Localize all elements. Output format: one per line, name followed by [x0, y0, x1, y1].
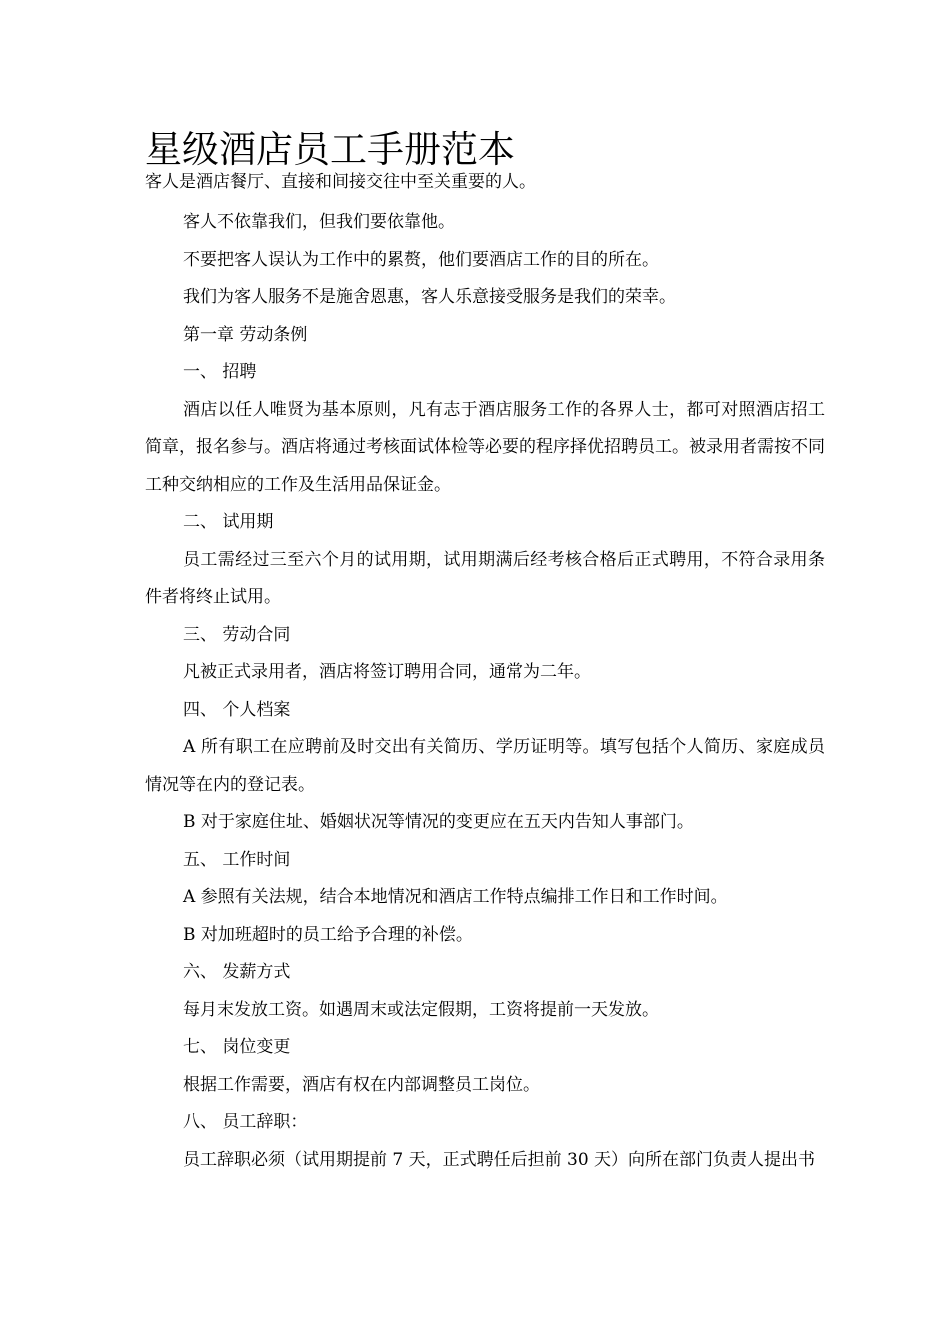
section-heading: 二、 试用期 [183, 512, 274, 532]
paragraph: 酒店以任人唯贤为基本原则，凡有志于酒店服务工作的各界人士，都可对照酒店招工简章，报名参与。酒店将通过考核面试体检等必要的程序择优招聘员工。被录用者需按不同工种交纳相应的工作及生活用品保证金。 [145, 399, 825, 495]
section-heading: 八、 员工辞职： [183, 1112, 308, 1132]
section-heading: 五、 工作时间 [183, 849, 291, 870]
paragraph: 员工需经过三至六个月的试用期，试用期满后经考核合格后正式聘用，不符合录用条件者将终止试用。 [145, 549, 825, 607]
paragraph: 根据工作需要，酒店有权在内部调整员工岗位。 [183, 1074, 540, 1095]
paragraph: 不要把客人误认为工作中的累赘，他们要酒店工作的目的所在。 [183, 249, 659, 270]
document-title: 星级酒店员工手册范本 [145, 128, 515, 171]
paragraph: 凡被正式录用者，酒店将签订聘用合同，通常为二年。 [183, 662, 591, 682]
section-heading: 七、 岗位变更 [183, 1037, 291, 1057]
lead-paragraph: 客人是酒店餐厅、直接和间接交往中至关重要的人。 [145, 172, 536, 192]
paragraph: 员工辞职必须（试用期提前 7 天，正式聘任后担前 30 天）向所在部门负责人提出书 [183, 1149, 816, 1170]
paragraph: B 对于家庭住址、婚姻状况等情况的变更应在五天内告知人事部门。 [183, 812, 694, 832]
chapter-heading: 第一章 劳动条例 [183, 324, 308, 345]
paragraph: A 所有职工在应聘前及时交出有关简历、学历证明等。填写包括个人简历、家庭成员情况等在内的登记表。 [145, 737, 825, 795]
section-heading: 三、 劳动合同 [183, 624, 291, 645]
document-body [145, 204, 825, 1179]
paragraph: 客人不依靠我们，但我们要依靠他。 [183, 212, 455, 232]
paragraph: A 参照有关法规，结合本地情况和酒店工作特点编排工作日和工作时间。 [183, 887, 728, 907]
section-heading: 四、 个人档案 [183, 699, 291, 720]
document-page [145, 128, 825, 1179]
paragraph: 每月末发放工资。如遇周末或法定假期，工资将提前一天发放。 [183, 999, 659, 1020]
section-heading: 一、 招聘 [183, 362, 257, 382]
section-heading: 六、 发薪方式 [183, 962, 291, 982]
paragraph: B 对加班超时的员工给予合理的补偿。 [183, 924, 473, 945]
paragraph: 我们为客人服务不是施舍恩惠，客人乐意接受服务是我们的荣幸。 [183, 287, 676, 307]
